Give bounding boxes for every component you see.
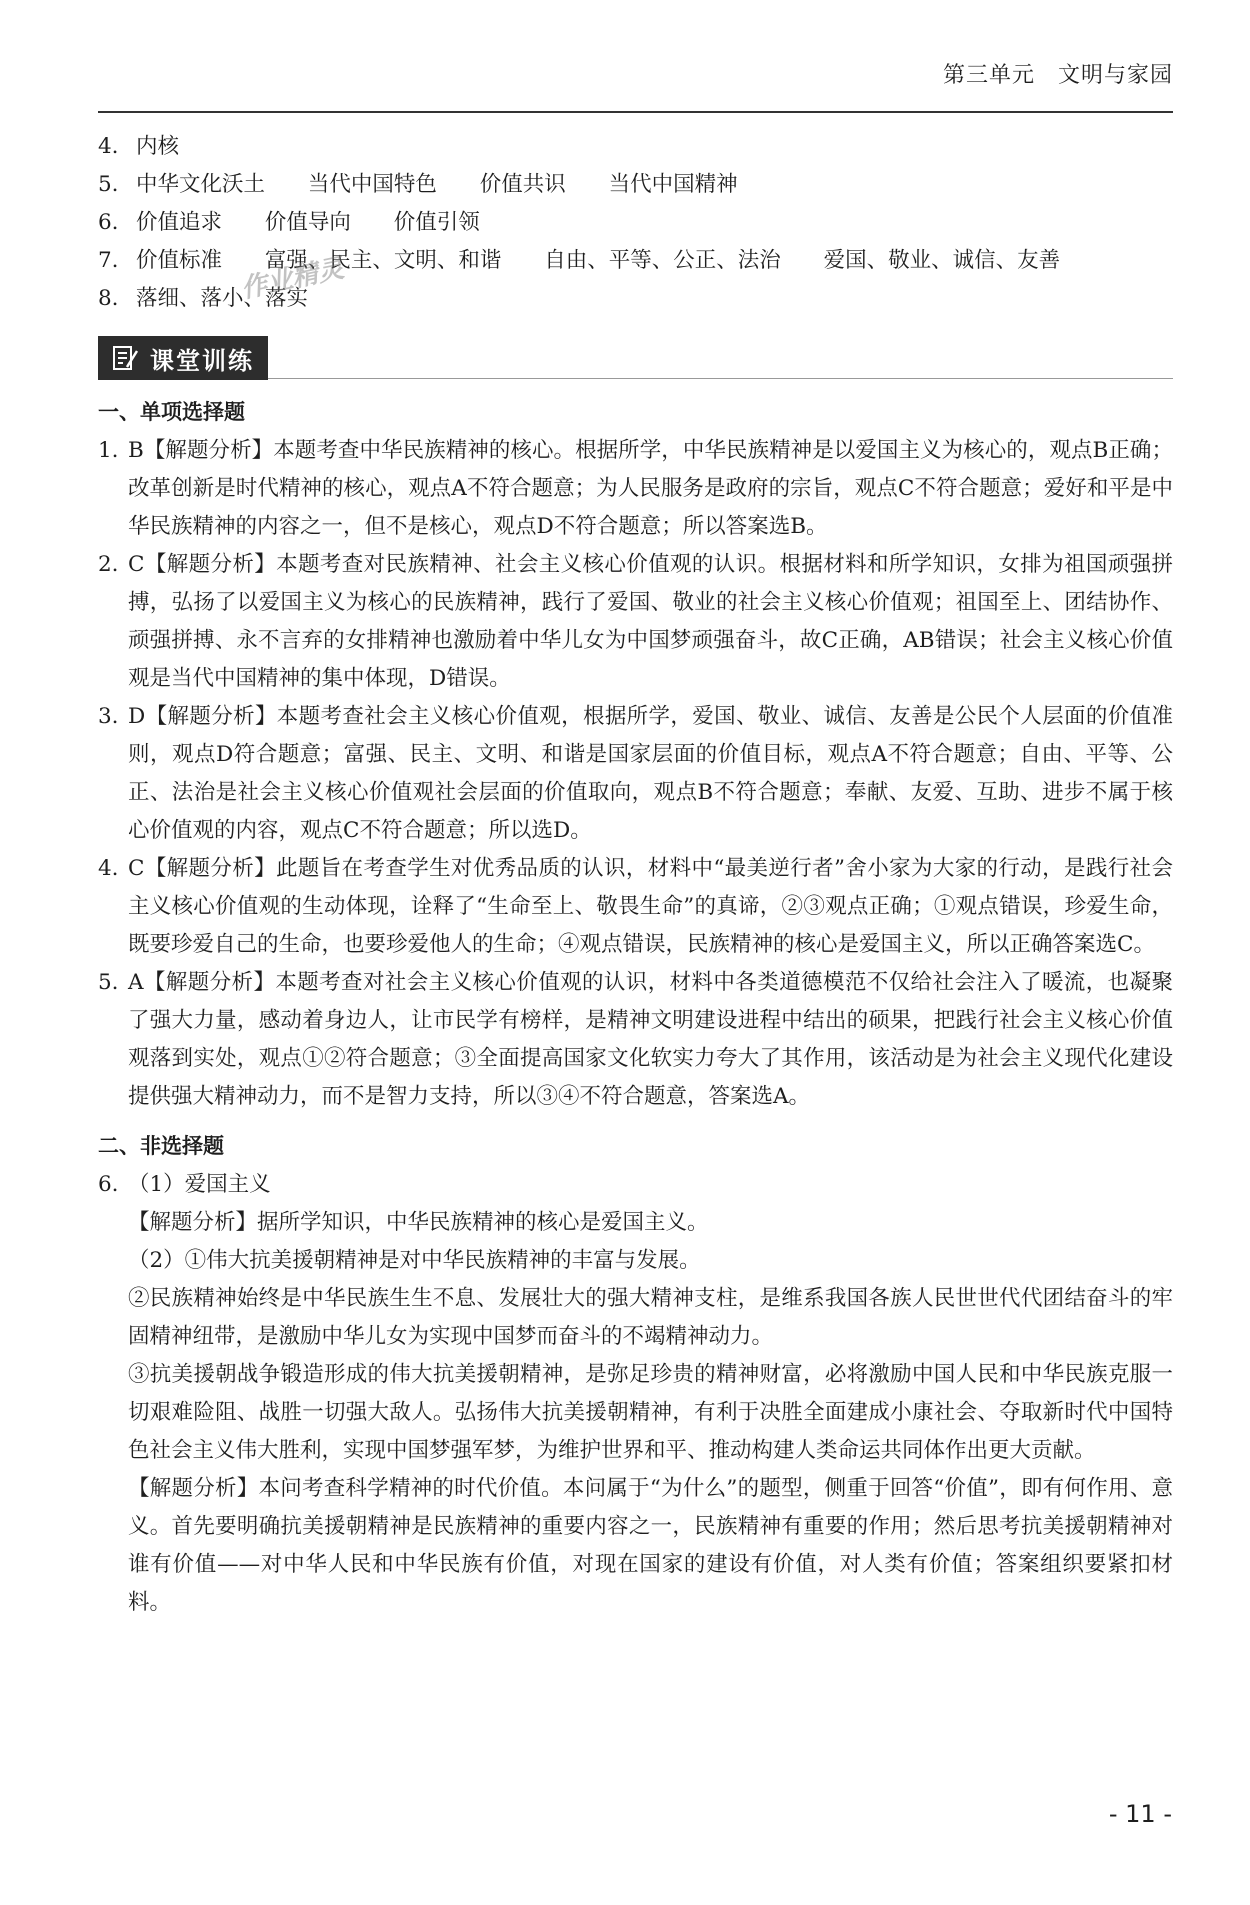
answer-line: [98, 166, 1173, 204]
answer-number: 5.: [98, 172, 119, 197]
section-title: 课堂训练: [150, 346, 254, 375]
question-number: 1.: [98, 438, 119, 463]
sub-question-label: （2）①伟大抗美援朝精神是对中华民族精神的丰富与发展。: [128, 1248, 701, 1273]
page-number: - 11 -: [1108, 1800, 1172, 1828]
question-number: 3.: [98, 704, 119, 729]
question-item: [98, 1166, 1173, 1204]
answer-term: 当代中国精神: [608, 172, 738, 197]
question-text: D【解题分析】本题考查社会主义核心价值观，根据所学，爱国、敬业、诚信、友善是公民个人层面的价值准则，观点D符合题意；富强、民主、文明、和谐是国家层面的价值目标，观点A不符合题意；自由、平等、公正、法治是社会主义核心价值观社会层面的价值取向，观点B不符合题意；奉献、友爱、互助、进步不属于核心价值观的内容，观点C不符合题意；所以选D。: [128, 704, 1173, 843]
question-number: 2.: [98, 552, 119, 577]
question-text: C【解题分析】此题旨在考查学生对优秀品质的认识，材料中“最美逆行者”舍小家为大家的行动，是践行社会主义核心价值观的生动体现，诠释了“生命至上、敬畏生命”的真谛，②③观点正确；①观点错误，珍爱生命，既要珍爱自己的生命，也要珍爱他人的生命；④观点错误，民族精神的核心是爱国主义，所以正确答案选C。: [128, 856, 1173, 957]
header-divider: [98, 111, 1173, 113]
section-divider: [268, 378, 1173, 379]
analysis-text: 【解题分析】据所学知识，中华民族精神的核心是爱国主义。: [128, 1210, 709, 1235]
part-heading: 二、非选择题: [98, 1134, 224, 1158]
sub-question-label: （1）爱国主义: [128, 1172, 271, 1197]
answer-term: 价值标准: [136, 248, 223, 273]
answer-list: [98, 128, 1173, 318]
answer-term: 价值导向: [264, 210, 351, 235]
section-banner: [98, 336, 1173, 386]
answer-term: 落细、落小、落实: [136, 286, 309, 311]
answer-term: 自由、平等、公正、法治: [544, 248, 781, 273]
question-item: [98, 546, 1173, 698]
question-text: C【解题分析】本题考查对民族精神、社会主义核心价值观的认识。根据材料和所学知识，女排为祖国顽强拼搏，弘扬了以爱国主义为核心的民族精神，践行了爱国、敬业的社会主义核心价值观；祖国至上、团结协作、顽强拼搏、永不言弃的女排精神也激励着中华儿女为中国梦顽强奋斗，故C正确，AB错误；社会主义核心价值观是当代中国精神的集中体现，D错误。: [128, 552, 1173, 691]
question-text: B【解题分析】本题考查中华民族精神的核心。根据所学，中华民族精神是以爱国主义为核心的，观点B正确；改革创新是时代精神的核心，观点A不符合题意；为人民服务是政府的宗旨，观点C不符合题意；爱好和平是中华民族精神的内容之一，但不是核心，观点D不符合题意；所以答案选B。: [128, 438, 1173, 539]
answer-line: [98, 204, 1173, 242]
answer-number: 4.: [98, 134, 119, 159]
analysis-text: 【解题分析】本问考查科学精神的时代价值。本问属于“为什么”的题型，侧重于回答“价值”，即有何作用、意义。首先要明确抗美援朝精神是民族精神的重要内容之一，民族精神有重要的作用；然后思考抗美援朝精神对谁有价值——对中华人民和中华民族有价值，对现在国家的建设有价值，对人类有价值；答案组织要紧扣材料。: [128, 1476, 1173, 1615]
section-title-box: [98, 336, 268, 380]
answer-term: 内核: [136, 134, 180, 159]
answer-paragraph: ③抗美援朝战争锻造形成的伟大抗美援朝精神，是弥足珍贵的精神财富，必将激励中国人民和中华民族克服一切艰难险阻、战胜一切强大敌人。弘扬伟大抗美援朝精神，有利于决胜全面建成小康社会、夺取新时代中国特色社会主义伟大胜利，实现中国梦强军梦，为维护世界和平、推动构建人类命运共同体作出更大贡献。: [128, 1362, 1173, 1463]
answer-term: 价值追求: [136, 210, 223, 235]
answer-term: 爱国、敬业、诚信、友善: [823, 248, 1061, 273]
answer-number: 7.: [98, 248, 119, 273]
answer-term: 富强、民主、文明、和谐: [264, 248, 502, 273]
answer-paragraph: ②民族精神始终是中华民族生生不息、发展壮大的强大精神支柱，是维系我国各族人民世世代代团结奋斗的牢固精神纽带，是激励中华儿女为实现中国梦而奋斗的不竭精神动力。: [128, 1286, 1173, 1349]
question-text: A【解题分析】本题考查对社会主义核心价值观的认识，材料中各类道德模范不仅给社会注入了暖流，也凝聚了强大力量，感动着身边人，让市民学有榜样，是精神文明建设进程中结出的硕果，把践行社会主义核心价值观落到实处，观点①②符合题意；③全面提高国家文化软实力夸大了其作用，该活动是为社会主义现代化建设提供强大精神动力，而不是智力支持，所以③④不符合题意，答案选A。: [128, 970, 1173, 1109]
answer-term: 价值引领: [393, 210, 480, 235]
part-heading: 一、单项选择题: [98, 400, 245, 424]
question-number: 5.: [98, 970, 119, 995]
question-number: 6.: [98, 1172, 119, 1197]
question-item: [98, 698, 1173, 850]
answer-line: [98, 128, 1173, 166]
answer-term: 价值共识: [479, 172, 566, 197]
answer-number: 8.: [98, 286, 119, 311]
answer-number: 6.: [98, 210, 119, 235]
question-number: 4.: [98, 856, 119, 881]
watermark-stamp: 作业精灵: [238, 253, 347, 305]
page-content: [98, 128, 1173, 1622]
answer-term: 当代中国特色: [307, 172, 437, 197]
answer-term: 中华文化沃土: [136, 172, 266, 197]
question-item: [98, 432, 1173, 546]
question-item: [98, 964, 1173, 1116]
page-header: 第三单元 文明与家园: [942, 63, 1173, 88]
question-item: [98, 850, 1173, 964]
notepad-pen-icon: [110, 343, 140, 373]
answer-line: [98, 280, 1173, 318]
answer-line: [98, 242, 1173, 280]
